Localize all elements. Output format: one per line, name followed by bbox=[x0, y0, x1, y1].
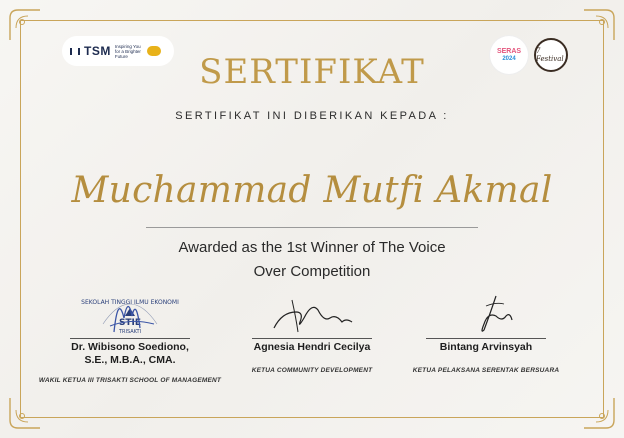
recipient-name: Muchammad Mutfi Akmal bbox=[71, 170, 553, 211]
signature-line bbox=[252, 338, 372, 339]
corner-ornament-icon bbox=[582, 8, 616, 42]
stamp-arc-text: SEKOLAH TINGGI ILMU EKONOMI bbox=[81, 299, 179, 306]
corner-ornament-icon bbox=[8, 396, 42, 430]
signature-line bbox=[426, 338, 546, 339]
award-line-1: Awarded as the 1st Winner of The Voice bbox=[178, 239, 446, 256]
signatory-2-role: KETUA COMMUNITY DEVELOPMENT bbox=[251, 367, 373, 374]
signatory-1-name-line1: Dr. Wibisono Soediono, bbox=[71, 341, 189, 353]
signatory-1-role: WAKIL KETUA III TRISAKTI SCHOOL OF MANAGEMENT bbox=[38, 377, 222, 384]
signature-2 bbox=[252, 288, 372, 338]
signatory-1 bbox=[30, 288, 230, 384]
stamp-main-text: STIE bbox=[118, 318, 142, 328]
tsm-logo-text: TSM bbox=[84, 44, 111, 58]
tsm-tagline: Inspiring You for a Brighter Future bbox=[114, 43, 141, 59]
signatory-3 bbox=[386, 288, 586, 374]
award-line-2: Over Competition bbox=[253, 263, 371, 280]
certificate-title: SERTIFIKAT bbox=[199, 52, 425, 92]
recipient-underline bbox=[146, 227, 478, 228]
corner-ornament-icon bbox=[582, 396, 616, 430]
signatory-3-name: Bintang Arvinsyah bbox=[439, 341, 533, 353]
certificate-subtitle: SERTIFIKAT INI DIBERIKAN KEPADA : bbox=[175, 110, 449, 122]
festival-badge-text: 7 Festival bbox=[536, 47, 564, 63]
event-badge-line2: 2024 bbox=[502, 55, 516, 62]
signatory-1-name-line2: S.E., M.B.A., CMA. bbox=[84, 354, 176, 366]
award-description bbox=[0, 236, 624, 284]
signatory-1-name bbox=[30, 341, 230, 367]
signatory-2-name: Agnesia Hendri Cecilya bbox=[253, 341, 371, 353]
signatory-3-role: KETUA PELAKSANA SERENTAK BERSUARA bbox=[412, 367, 560, 374]
stamp-bottom-text: TRISAKTI bbox=[118, 329, 142, 335]
signature-line bbox=[70, 338, 190, 339]
corner-ornament-icon bbox=[8, 8, 42, 42]
signatory-2 bbox=[212, 288, 412, 374]
signature-3 bbox=[426, 288, 546, 338]
signature-1 bbox=[70, 288, 190, 338]
event-badge-line1: SERAS bbox=[496, 47, 522, 55]
